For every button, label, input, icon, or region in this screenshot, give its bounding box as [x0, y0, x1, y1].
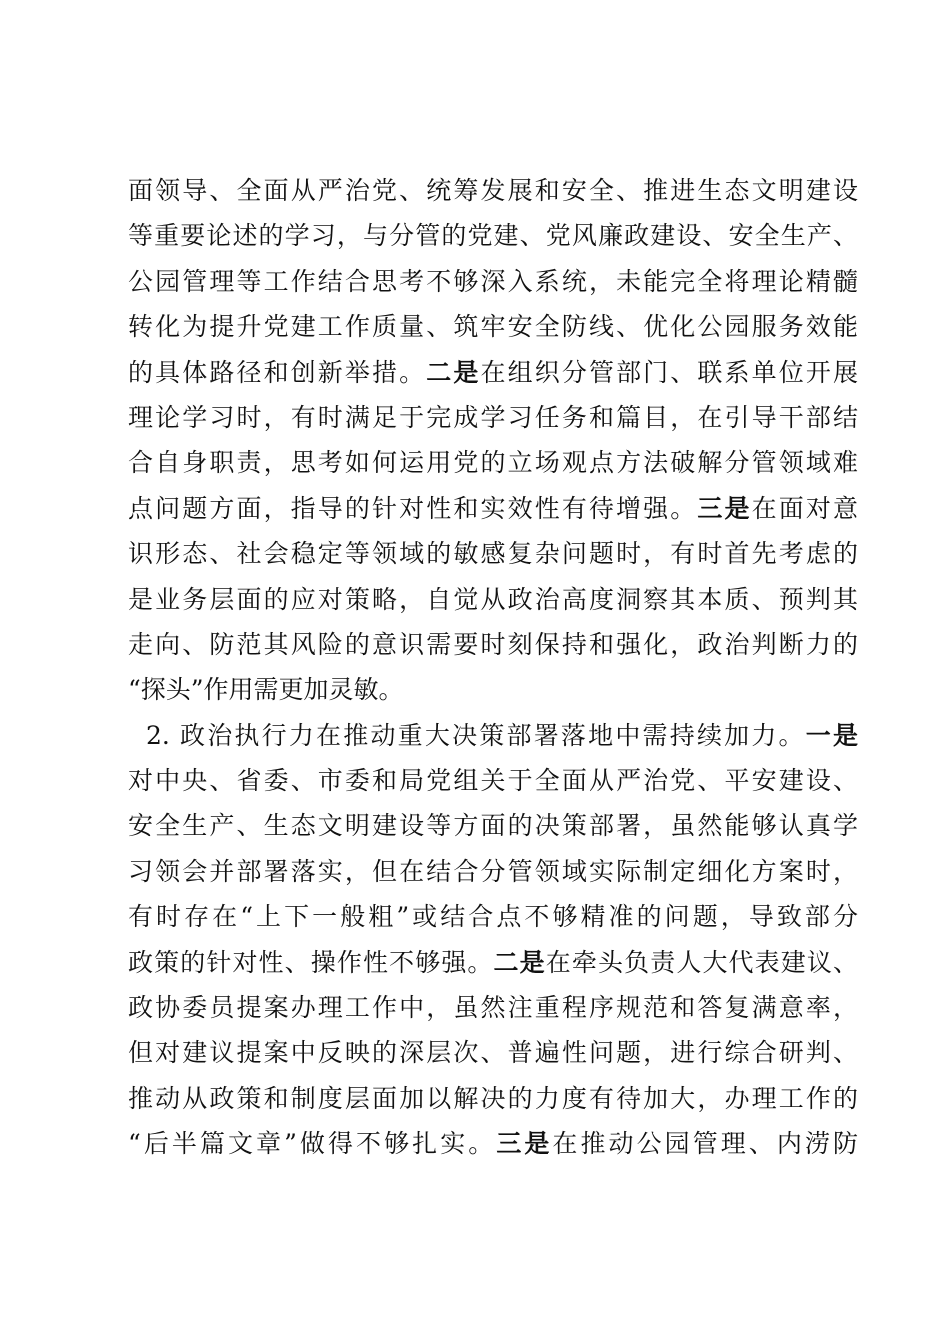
text-line [128, 1030, 858, 1075]
text-segment: 有时存在“上下一般粗”或结合点不够精准的问题，导致部分 [128, 902, 858, 932]
bold-marker: 二是 [493, 947, 546, 977]
text-segment: 在面对意 [751, 493, 858, 523]
text-segment: 推动从政策和制度层面加以解决的力度有待加大，办理工作的 [128, 1083, 858, 1113]
text-line [128, 849, 858, 894]
text-line [128, 894, 858, 939]
text-segment: 转化为提升党建工作质量、筑牢安全防线、优化公园服务效能 [128, 312, 858, 342]
document-body [128, 168, 858, 1167]
bold-marker: 三是 [697, 493, 752, 523]
text-line [128, 758, 858, 803]
text-line [128, 213, 858, 258]
text-line [128, 440, 858, 485]
bold-marker: 一是 [805, 720, 858, 750]
text-segment: 政策的针对性、操作性不够强。 [128, 947, 494, 977]
text-segment: 理论学习时，有时满足于完成学习任务和篇目，在引导干部结 [128, 402, 858, 432]
text-segment: 合自身职责，思考如何运用党的立场观点方法破解分管领域难 [128, 448, 858, 478]
text-line [128, 577, 858, 622]
text-line [128, 1121, 858, 1166]
text-segment: 政协委员提案办理工作中，虽然注重程序规范和答复满意率， [128, 993, 858, 1023]
text-line [128, 531, 858, 576]
text-segment: 对中央、省委、市委和局党组关于全面从严治党、平安建设、 [128, 766, 858, 796]
text-segment: 在组织分管部门、联系单位开展 [480, 357, 858, 387]
text-segment: 面领导、全面从严治党、统筹发展和安全、推进生态文明建设 [128, 176, 858, 205]
text-line [128, 168, 858, 213]
text-line [128, 395, 858, 440]
text-segment: 等重要论述的学习，与分管的党建、党风廉政建设、安全生产、 [128, 221, 858, 251]
text-line [128, 259, 858, 304]
text-segment: “后半篇文章”做得不够扎实。 [128, 1129, 497, 1159]
text-segment: 习领会并部署落实，但在结合分管领域实际制定细化方案时， [128, 856, 858, 886]
text-line [128, 667, 858, 712]
text-segment: 但对建议提案中反映的深层次、普遍性问题，进行综合研判、 [128, 1038, 858, 1068]
text-segment: 公园管理等工作结合思考不够深入系统，未能完全将理论精髓 [128, 266, 858, 296]
text-line [128, 803, 858, 848]
text-segment: 在牵头负责人大代表建议、 [545, 947, 858, 977]
text-line [128, 350, 858, 395]
text-line [128, 1076, 858, 1121]
text-segment: 识形态、社会稳定等领域的敏感复杂问题时，有时首先考虑的 [128, 539, 858, 569]
text-segment: 走向、防范其风险的意识需要时刻保持和强化，政治判断力的 [128, 629, 858, 659]
text-segment: 2. 政治执行力在推动重大决策部署落地中需持续加力。 [146, 720, 806, 750]
text-line [128, 713, 858, 758]
text-line [128, 940, 858, 985]
text-segment: 在推动公园管理、内涝防 [552, 1129, 858, 1159]
text-segment: 是业务层面的应对策略，自觉从政治高度洞察其本质、预判其 [128, 584, 858, 614]
text-segment: 点问题方面，指导的针对性和实效性有待增强。 [128, 493, 698, 523]
text-line [128, 304, 858, 349]
text-segment: 安全生产、生态文明建设等方面的决策部署，虽然能够认真学 [128, 811, 858, 841]
bold-marker: 二是 [426, 357, 481, 387]
text-segment: “探头”作用需更加灵敏。 [128, 675, 404, 705]
text-line [128, 622, 858, 667]
text-line [128, 985, 858, 1030]
text-segment: 的具体路径和创新举措。 [128, 357, 427, 387]
bold-marker: 三是 [496, 1129, 553, 1159]
text-line [128, 486, 858, 531]
